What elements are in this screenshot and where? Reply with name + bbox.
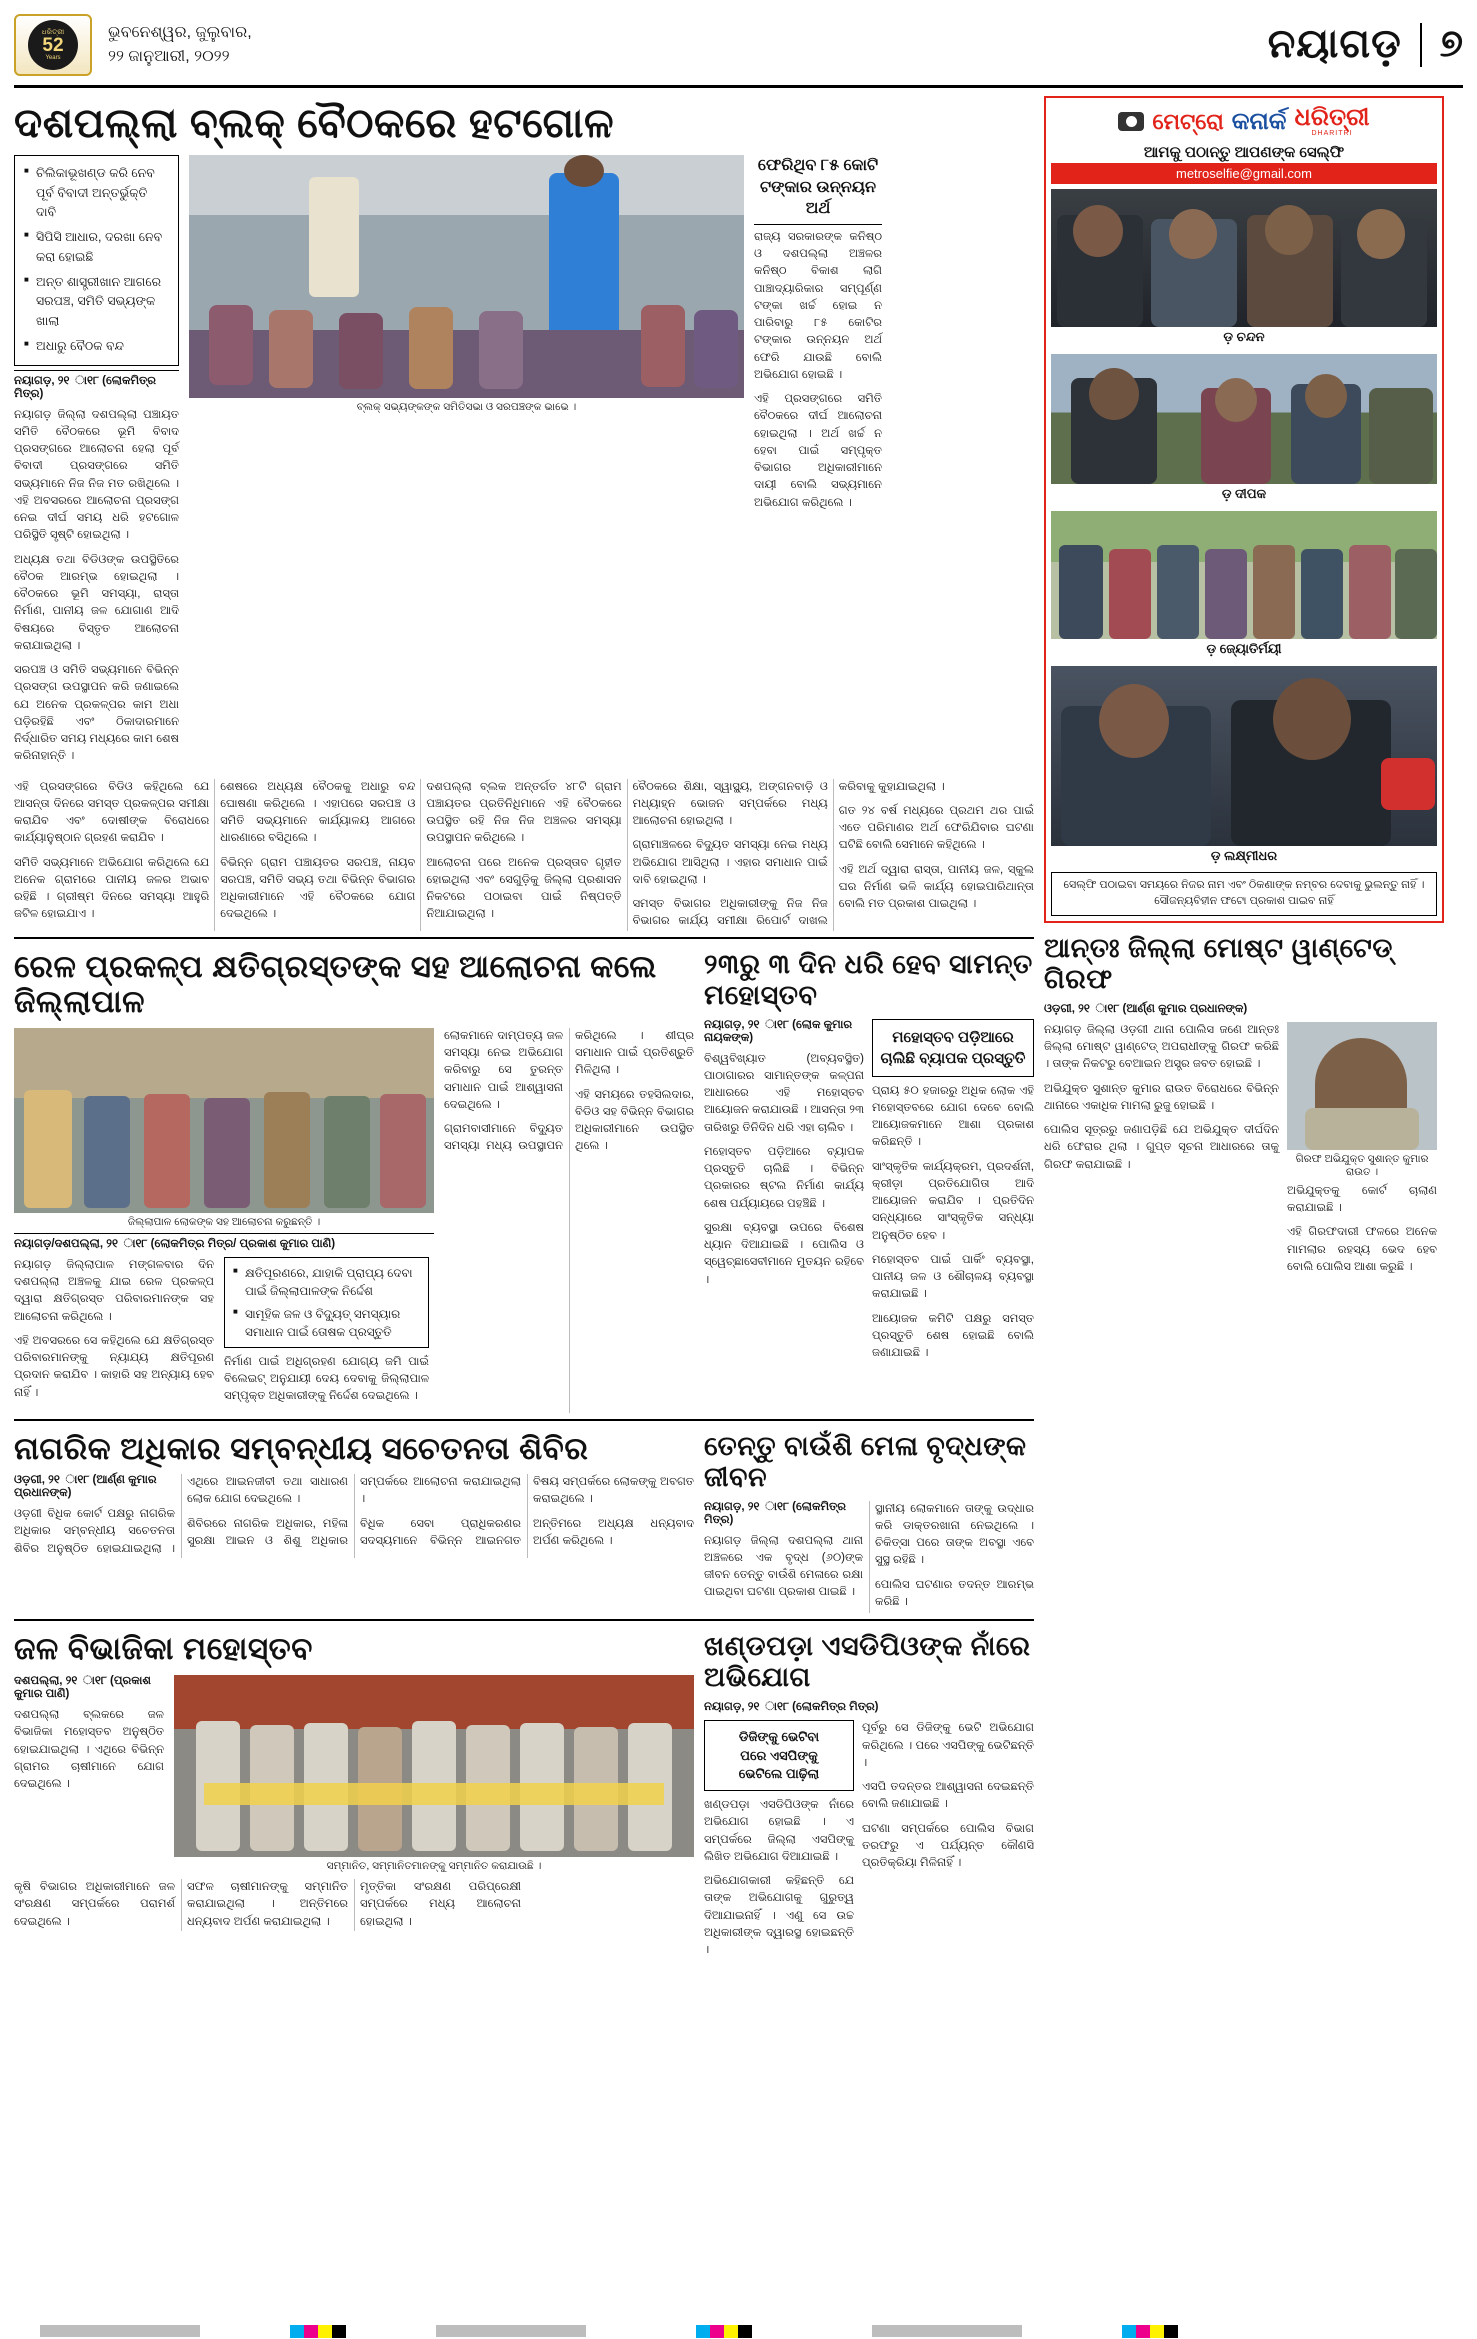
- lead-dateline: ନୟାଗଡ଼, ୨୧ ା୧୮ (ଲୋକମିତ୍ର ମିତ୍ର): [14, 374, 156, 400]
- lead-para-1: ଅଧ୍ୟକ୍ଷ ତଥା ବିଡିଓଙ୍କ ଉପସ୍ଥିତିରେ ବୈଠକ ଆରମ୍ଭ ହୋଇଥିଲା । ବୈଠକରେ ଭୂମି ସମସ୍ୟା, ରାସ୍ତା ନିର୍ମାଣ, ପାନୀୟ ଜଳ ଯୋଗାଣ ଆଦି ବିଷୟରେ ବିସ୍ତୃତ ଆଲୋଚନା କରାଯାଇଥିଲା ।: [14, 553, 179, 652]
- lead-para-8: ଆଲୋଚନା ପରେ ଅନେକ ପ୍ରସ୍ତାବ ଗୃହୀତ ହୋଇଥିଲା ଏବଂ ସେଗୁଡ଼ିକୁ ଜିଲ୍ଲା ପ୍ରଶାସନ ନିକଟରେ ପଠାଇବା ପାଇଁ ନିଷ୍ପତ୍ତି ନିଆଯାଇଥିଲା ।: [426, 856, 622, 921]
- ad-tagline: ଆମକୁ ପଠାନ୍ତୁ ଆପଣଙ୍କ ସେଲ୍ଫି: [1143, 144, 1345, 161]
- ad-brand-dharitri-sub: DHARITRI: [1311, 130, 1353, 137]
- story3-subbox: [872, 1019, 1034, 1077]
- story7-para-4: ଘଟଣା ସମ୍ପର୍କରେ ପୋଲିସ ବିଭାଗ ତରଫରୁ ଏ ପର୍ଯ୍ୟନ୍ତ କୌଣସି ପ୍ରତିକ୍ରିୟା ମିଳିନାହିଁ ।: [862, 1822, 1034, 1870]
- story2-box-item-0: ■ କ୍ଷତିପୂରଣରେ, ଯାହାକି ପ୍ରାପ୍ୟ ଦେବା ପାଇଁ ଜିଲ୍ଲାପାଳଙ୍କ ନିର୍ଦ୍ଦେଶ: [233, 1264, 420, 1300]
- story4-dateline: ଓଡ଼ଗୀ, ୨୧ ା୧୮ (ଆର୍ଣ୍ଣ କୁମାର ପ୍ରଧାନଙ୍କ): [14, 1474, 157, 1500]
- lead-photo-caption: ବ୍ଲକ୍ ସଭ୍ୟଙ୍କଙ୍କ ସମିତିସଭା ଓ ସରପଞ୍ଚଙ୍କ ଭାଭେ ।: [356, 401, 577, 414]
- lead-sidebar-head-1: ଫେରିଥିବ ୮୫ କୋଟି: [757, 157, 879, 175]
- story3-headline: ୨୩ରୁ ୩ ଦିନ ଧରି ହେବ ସାମନ୍ତ ମହୋସ୍ତବ: [704, 948, 1033, 1010]
- lead-bullet-box: [14, 155, 179, 365]
- masthead: [14, 10, 1463, 88]
- story6-para-2: ସଫଳ ଚାଷୀମାନଙ୍କୁ ସମ୍ମାନିତ କରାଯାଇଥିଲା । ଅନ୍ତିମରେ ଧନ୍ୟବାଦ ଅର୍ପଣ କରାଯାଇଥିଲା ।: [187, 1881, 348, 1928]
- story8-headline: ଆନ୍ତଃ ଜିଲ୍ଲା ମୋଷ୍ଟ ୱାଣ୍ଟେଡ୍ ଗିରଫ: [1044, 932, 1393, 994]
- ad-brand-row: [1051, 103, 1437, 140]
- lead-para-4: ସମିତି ସଭ୍ୟମାନେ ଅଭିଯୋଗ କରିଥିଲେ ଯେ ଅନେକ ଗ୍ରାମରେ ପାନୀୟ ଜଳର ଅଭାବ ରହିଛି । ଗ୍ରୀଷ୍ମ ଦିନରେ ସମସ୍ୟା ଆହୁରି ଜଟିଳ ହୋଇଯାଏ ।: [14, 856, 210, 921]
- camera-icon: [1118, 112, 1144, 131]
- selfie-photo-3: [1051, 511, 1437, 661]
- story2-box: [224, 1257, 429, 1348]
- selfie-caption-4: ଡ଼ ଲକ୍ଷ୍ମୀଧର: [1210, 848, 1278, 863]
- ad-brand-metro: ମେଟ୍ରୋ: [1152, 108, 1224, 134]
- story7-subbox-line2: ପରେ ଏସପିଙ୍କୁ: [740, 1747, 818, 1763]
- story2-dateline: ନୟାଗଡ଼/ଦଶପଲ୍ଲା, ୨୧ ା୧୮ (ଲୋକମିତ୍ର ମିତ୍ର/ ପ୍ରକାଶ କୁମାର ପାଣି): [14, 1237, 336, 1250]
- story7-para-3: ଏସପି ତଦନ୍ତର ଆଶ୍ୱାସନା ଦେଇଛନ୍ତି ବୋଲି ଜଣାଯାଇଛି ।: [862, 1781, 1034, 1811]
- story5-para-0: ନୟାଗଡ଼ ଜିଲ୍ଲା ଦଶପଲ୍ଲା ଥାନା ଅଞ୍ଚଳରେ ଏକ ବୃଦ୍ଧ (୬୦)ଙ୍କ ଜୀବନ ତେନ୍ତୁ ବାଉଁଶି ମେଳାରେ ରକ୍ଷା ପାଇଥିବା ଘଟଣା ପ୍ରକାଶ ପାଇଛି ।: [704, 1534, 863, 1599]
- story2-headline: ରେଳ ପ୍ରକଳ୍ପ କ୍ଷତିଗ୍ରସ୍ତଙ୍କ ସହ ଆଲୋଚନା କଲେ ଜିଲ୍ଲାପାଳ: [14, 948, 657, 1020]
- lead-bullet-1: ■ ସିପିସି ଆଧାର, ଦରଖା ନେବ କରା ହୋଇଛି: [24, 228, 169, 267]
- selfie-caption-2: ଡ଼ ଦୀପକ: [1221, 486, 1267, 501]
- story3-para-5: ମହୋସ୍ତବ ପାଇଁ ପାର୍କିଂ ବ୍ୟବସ୍ଥା, ପାନୀୟ ଜଳ ଓ ଶୌଚାଳୟ ବ୍ୟବସ୍ଥା କରାଯାଇଛି ।: [872, 1253, 1034, 1301]
- story8-dateline: ଓଡ଼ଗୀ, ୨୧ ା୧୮ (ଆର୍ଣ୍ଣ କୁମାର ପ୍ରଧାନଙ୍କ): [1044, 1002, 1248, 1015]
- masthead-place: [108, 21, 252, 69]
- lead-sidebar-para-3: ଏହି ଅର୍ଥ ଦ୍ୱାରା ରାସ୍ତା, ପାନୀୟ ଜଳ, ସ୍କୁଲ ଘର ନିର୍ମାଣ ଭଳି କାର୍ଯ୍ୟ ହୋଇପାରିଥାନ୍ତା ବୋଲି ମତ ପ୍ରକାଶ ପାଇଥିଲା ।: [838, 863, 1034, 911]
- lead-para-3: ଏହି ପ୍ରସଙ୍ଗରେ ବିଡିଓ କହିଥିଲେ ଯେ ଆସନ୍ତା ଦିନରେ ସମସ୍ତ ପ୍ରକଳ୍ପର ସମୀକ୍ଷା କରାଯିବ ଏବଂ ଦୋଷୀଙ୍କ ବିରୋଧରେ କାର୍ଯ୍ୟାନୁଷ୍ଠାନ ଗ୍ରହଣ କରାଯିବ ।: [14, 780, 210, 845]
- story6-photo-caption: ସମ୍ମାନିତ, ସମ୍ମାନିତମାନଙ୍କୁ ସମ୍ମାନିତ କରାଯାଉଛି ।: [326, 1860, 542, 1873]
- story4-para-1: ଶିବିରରେ ନାଗରିକ ଅଧିକାର, ମହିଳା ସୁରକ୍ଷା ଆଇନ ଓ ଶିଶୁ ଅଧିକାର ସମ୍ପର୍କରେ ଆଲୋଚନା କରାଯାଇଥିଲା ।: [187, 1476, 521, 1547]
- story8-para-3: ଅଭିଯୁକ୍ତକୁ କୋର୍ଟ ଚାଲାଣ କରାଯାଇଛି ।: [1287, 1184, 1437, 1215]
- lead-sidebar-para-1: ଏହି ପ୍ରସଙ୍ଗରେ ସମିତି ବୈଠକରେ ଦୀର୍ଘ ଆଲୋଚନା ହୋଇଥିଲା । ଅର୍ଥ ଖର୍ଚ୍ଚ ନ ହେବା ପାଇଁ ସମ୍ପୃକ୍ତ ବିଭାଗର ଅଧିକାରୀମାନେ ଦାୟୀ ବୋଲି ସଭ୍ୟମାନେ ଅଭିଯୋଗ କରିଥିଲେ ।: [754, 393, 882, 509]
- lead-para-0: ନୟାଗଡ଼ ଜିଲ୍ଲା ଦଶପଲ୍ଲା ପଞ୍ଚାୟତ ସମିତି ବୈଠକରେ ଭୂମି ବିବାଦ ପ୍ରସଙ୍ଗରେ ଆଲୋଚନା ହେଲା ପୂର୍ବ ବିବାଦୀ ପ୍ରସଙ୍ଗରେ ସମିତି ସଭ୍ୟମାନେ ନିଜ ନିଜ ମତ ରଖିଥିଲେ । ଏହି ଅବସରରେ ଆଲୋଚନା ପ୍ରସଙ୍ଗ ନେଇ ଦୀର୍ଘ ସମୟ ଧରି ହଟଗୋଳ ପରିସ୍ଥିତି ସୃଷ୍ଟି ହୋଇଥିଲା ।: [14, 408, 179, 542]
- story7-para-0: ଖଣ୍ଡପଡ଼ା ଏସଡିପିଓଙ୍କ ନାଁରେ ଅଭିଯୋଗ ହୋଇଛି । ଏ ସମ୍ପର୍କରେ ଜିଲ୍ଲା ଏସପିଙ୍କୁ ଲିଖିତ ଅଭିଯୋଗ ଦିଆଯାଇଛି ।: [704, 1799, 854, 1863]
- logo-years-label: Years: [45, 54, 61, 61]
- publication-logo: [14, 14, 92, 76]
- story2-para-4: ଗ୍ରାମବାସୀମାନେ ବିଦ୍ୟୁତ ସମସ୍ୟା ମଧ୍ୟ ଉପସ୍ଥାପନ କରିଥିଲେ । ଶୀଘ୍ର ସମାଧାନ ପାଇଁ ପ୍ରତିଶ୍ରୁତି ମିଳିଥିଲା ।: [444, 1029, 694, 1153]
- story8-photo: [1287, 1022, 1437, 1150]
- story5-para-2: ପୋଲିସ ଘଟଣାର ତଦନ୍ତ ଆରମ୍ଭ କରିଛି ।: [875, 1578, 1034, 1608]
- lead-para-11: ସମସ୍ତ ବିଭାଗର ଅଧିକାରୀଙ୍କୁ ନିଜ ନିଜ ବିଭାଗର କାର୍ଯ୍ୟ ସମୀକ୍ଷା ରିପୋର୍ଟ ଦାଖଲ କରିବାକୁ କୁହାଯାଇଥିଲା ।: [632, 780, 945, 928]
- masthead-right: [1268, 22, 1463, 67]
- story3-dateline: ନୟାଗଡ଼, ୨୧ ା୧୮ (ଲୋକ କୁମାର ନାୟକଙ୍କ): [704, 1018, 853, 1044]
- lead-photo: [189, 155, 744, 398]
- story8-para-2: ପୋଲିସ ସୂତ୍ରରୁ ଜଣାପଡ଼ିଛି ଯେ ଅଭିଯୁକ୍ତ ଦୀର୍ଘଦିନ ଧରି ଫେରାର ଥିଲା । ଗୁପ୍ତ ସୂଚନା ଆଧାରରେ ତାକୁ ଗିରଫ କରାଯାଇଛି ।: [1044, 1124, 1279, 1171]
- story2-box-item-1: ■ ସାମୂହିକ ଜଳ ଓ ବିଦ୍ୟୁତ୍ ସମସ୍ୟାର ସମାଧାନ ପାଇଁ ତୋଷକ ପ୍ରସ୍ତୁତି: [233, 1305, 420, 1341]
- story8-photo-caption: ଗିରଫ ଅଭିଯୁକ୍ତ ସୁଶାନ୍ତ କୁମାର ରାଉତ ।: [1295, 1152, 1429, 1178]
- story5-dateline: ନୟାଗଡ଼, ୨୧ ା୧୮ (ଲୋକମିତ୍ର ମିତ୍ର): [704, 1500, 846, 1526]
- ad-brand-dharitri: ଧରିତ୍ରୀ: [1294, 104, 1370, 131]
- story6-para-3: ମୃତ୍ତିକା ସଂରକ୍ଷଣ ପରିପ୍ରେକ୍ଷୀ ସମ୍ପର୍କରେ ମଧ୍ୟ ଆଲୋଚନା ହୋଇଥିଲା ।: [360, 1881, 521, 1928]
- story8-para-1: ଅଭିଯୁକ୍ତ ସୁଶାନ୍ତ କୁମାର ରାଉତ ବିରୋଧରେ ବିଭିନ୍ନ ଥାନାରେ ଏକାଧିକ ମାମଲା ରୁଜୁ ହୋଇଛି ।: [1044, 1082, 1279, 1112]
- story6-photo: [174, 1675, 694, 1857]
- section-title: ନୟାଗଡ଼: [1267, 22, 1402, 66]
- story2-para-3: ଲୋକମାନେ ଦାମ୍ପତ୍ୟ ଜଳ ସମସ୍ୟା ନେଇ ଅଭିଯୋଗ କରିବାରୁ ସେ ତୁରନ୍ତ ସମାଧାନ ପାଇଁ ଆଶ୍ୱାସନା ଦେଇଥିଲେ ।: [444, 1029, 563, 1111]
- selfie-caption-3: ଡ଼ ଜ୍ୟୋତିର୍ମୟୀ: [1206, 641, 1282, 656]
- ad-brand-konark: କନାର୍କ: [1231, 107, 1287, 135]
- page-number: ୭: [1439, 23, 1463, 65]
- lead-sidebar-head-2: ଟଙ୍କାର ଉନ୍ନୟନ ଅର୍ଥ: [760, 178, 876, 218]
- lead-sidebar-para-0: ରାଜ୍ୟ ସରକାରଙ୍କ କନିଷ୍ଠ ଓ ଦଶପଲ୍ଲା ଅଞ୍ଚଳର କନିଷ୍ଠ ବିକାଶ ଲାଗି ପାଞ୍ଚାଦ୍ୟାରିକାର ସମ୍ପୂର୍ଣ୍ଣ ଟଙ୍କା ଖର୍ଚ୍ଚ ହୋଇ ନ ପାରିବାରୁ ୮୫ କୋଟିର ଟଙ୍କାର ଉନ୍ନୟନ ଅର୍ଥ ଫେରି ଯାଉଛି ବୋଲି ଅଭିଯୋଗ ହୋଇଛି ।: [754, 230, 882, 381]
- lead-para-6: ବିଭିନ୍ନ ଗ୍ରାମ ପଞ୍ଚାୟତର ସରପଞ୍ଚ, ନାୟବ ସରପଞ୍ଚ, ସମିତି ସଭ୍ୟ ତଥା ବିଭିନ୍ନ ବିଭାଗର ଅଧିକାରୀମାନେ ଏହି ବୈଠକରେ ଯୋଗ ଦେଇଥିଲେ ।: [220, 856, 416, 921]
- story7-para-2: ପୂର୍ବରୁ ସେ ଡିଜିଙ୍କୁ ଭେଟି ଅଭିଯୋଗ କରିଥିଲେ । ପରେ ଏସପିଙ୍କୁ ଭେଟିଛନ୍ତି ।: [862, 1722, 1034, 1769]
- story3-para-0: ବିଶ୍ୱବିଖ୍ୟାତ (ଅବ୍ୟବସ୍ଥିତ) ପାଠାଗାରର ସାମାନ୍ତଙ୍କ କଳ୍ପନା ଆଧାରରେ ଏହି ମହୋସ୍ତବ ଆୟୋଜନ କରାଯାଉଛି । ଆସନ୍ତା ୨୩ ତାରିଖରୁ ତିନିଦିନ ଧରି ଏହା ଚାଲିବ ।: [704, 1052, 864, 1134]
- logo-years: 52: [42, 34, 64, 56]
- story3-subbox-line2: ଚାଲିଛି ବ୍ୟାପକ ପ୍ରସ୍ତୁତି: [880, 1049, 1026, 1067]
- lead-para-9: ବୈଠକରେ ଶିକ୍ଷା, ସ୍ୱାସ୍ଥ୍ୟ, ଅଙ୍ଗନବାଡ଼ି ଓ ମଧ୍ୟାହ୍ନ ଭୋଜନ ସମ୍ପର୍କରେ ମଧ୍ୟ ଆଲୋଚନା ହୋଇଥିଲା ।: [632, 780, 828, 828]
- story7-subbox: [704, 1720, 854, 1791]
- story2-photo-caption: ଜିଲ୍ଲାପାଳ ଲୋକଙ୍କ ସହ ଆଲୋଚନା କରୁଛନ୍ତି ।: [127, 1215, 321, 1228]
- selfie-photo-2: [1051, 354, 1437, 506]
- story8-para-0: ନୟାଗଡ଼ ଜିଲ୍ଲା ଓଡ଼ଗୀ ଥାନା ପୋଲିସ ଜଣେ ଆନ୍ତଃ ଜିଲ୍ଲା ମୋଷ୍ଟ ୱାଣ୍ଟେଡ୍ ଅପରାଧୀଙ୍କୁ ଗିରଫ କରିଛି । ତାଙ୍କ ନିକଟରୁ ବେଆଇନ ଅସ୍ତ୍ର ଜବତ ହୋଇଛି ।: [1044, 1023, 1279, 1071]
- story2-para-2: ନିର୍ମାଣ ପାଇଁ ଅଧିଗ୍ରହଣ ଯୋଗ୍ୟ ଜମି ପାଇଁ ବିଲେଇଟ୍ ଅନୁଯାୟୀ ଦେୟ ଦେବାକୁ ଜିଲ୍ଲାପାଳ ସମ୍ପୃକ୍ତ ଅଧିକାରୀଙ୍କୁ ନିର୍ଦ୍ଦେଶ ଦେଇଥିଲେ ।: [224, 1355, 429, 1403]
- story7-headline: ଖଣ୍ଡପଡ଼ା ଏସଡିପିଓଙ୍କ ନାଁରେ ଅଭିଯୋଗ: [704, 1631, 1031, 1693]
- story3-para-3: ସାଂସ୍କୃତିକ କାର୍ଯ୍ୟକ୍ରମ, ପ୍ରଦର୍ଶନୀ, କ୍ରୀଡ଼ା ପ୍ରତିଯୋଗିତା ଆଦି ଆୟୋଜନ କରାଯିବ । ପ୍ରତିଦିନ ସନ୍ଧ୍ୟାରେ ସାଂସ୍କୃତିକ ସନ୍ଧ୍ୟା ଅନୁଷ୍ଠିତ ହେବ ।: [872, 1160, 1034, 1242]
- lead-bullet-2: ■ ଅନ୍ତ ଶାସ୍ତ୍ରୀଖାନ ଆଗରେ ସରପଞ୍ଚ, ସମିତି ସଭ୍ୟଙ୍କ ଖାଲା: [24, 273, 169, 331]
- story3-subbox-line1: ମହୋସ୍ତବ ପଡ଼ିଆରେ: [892, 1028, 1014, 1046]
- story7-para-1: ଅଭିଯୋଗକାରୀ କହିଛନ୍ତି ଯେ ତାଙ୍କ ଅଭିଯୋଗକୁ ଗୁରୁତ୍ୱ ଦିଆଯାଇନାହିଁ । ଏଣୁ ସେ ଉଚ୍ଚ ଅଧିକାରୀଙ୍କ ଦ୍ୱାରସ୍ଥ ହୋଇଛନ୍ତି ।: [704, 1875, 854, 1957]
- ad-email[interactable]: metroselfie@gmail.com: [1051, 163, 1437, 184]
- selfie-photo-1: [1051, 189, 1437, 349]
- masthead-place-line1: ଭୁବନେଶ୍ୱର, ଜୁଲୁବାର,: [108, 23, 252, 41]
- story2-para-1: ଏହି ଅବସରରେ ସେ କହିଥିଲେ ଯେ କ୍ଷତିଗ୍ରସ୍ତ ପରିବାରମାନଙ୍କୁ ନ୍ୟାଯ୍ୟ କ୍ଷତିପୂରଣ ପ୍ରଦାନ କରାଯିବ । କାହାରି ସହ ଅନ୍ୟାୟ ହେବ ନାହିଁ ।: [14, 1334, 214, 1399]
- story4-para-2: ବିଧିକ ସେବା ପ୍ରାଧିକରଣର ସଦସ୍ୟମାନେ ବିଭିନ୍ନ ଆଇନଗତ ବିଷୟ ସମ୍ପର୍କରେ ଲୋକଙ୍କୁ ଅବଗତ କରାଇଥିଲେ ।: [360, 1476, 694, 1547]
- story6-dateline: ଦଶପଲ୍ଲା, ୨୧ ା୧୮ (ପ୍ରକାଶ କୁମାର ପାଣି): [14, 1675, 151, 1701]
- masthead-divider: [1420, 23, 1422, 67]
- story2-para-5: ଏହି ସମୟରେ ତହସିଲଦାର, ବିଡିଓ ସହ ବିଭିନ୍ନ ବିଭାଗର ଅଧିକାରୀମାନେ ଉପସ୍ଥିତ ଥିଲେ ।: [575, 1088, 694, 1153]
- story6-headline: ଜଳ ବିଭାଜିକା ମହୋସ୍ତବ: [14, 1631, 313, 1667]
- lead-continuation: [14, 779, 1034, 931]
- story4-para-0: ଓଡ଼ଗୀ ବିଧିକ କୋର୍ଟ ପକ୍ଷରୁ ନାଗରିକ ଅଧିକାର ସମ୍ବନ୍ଧୀୟ ସଚେତନତା ଶିବିର ଅନୁଷ୍ଠିତ ହୋଇଯାଇଥିଲା । ଏଥିରେ ଆଇନଜୀବୀ ତଥା ସାଧାରଣ ଲୋକ ଯୋଗ ଦେଇଥିଲେ ।: [14, 1476, 348, 1555]
- print-registration-bar: [0, 2323, 1477, 2339]
- story6-para-1: କୃଷି ବିଭାଗର ଅଧିକାରୀମାନେ ଜଳ ସଂରକ୍ଷଣ ସମ୍ପର୍କରେ ପରାମର୍ଶ ଦେଇଥିଲେ ।: [14, 1881, 175, 1928]
- masthead-date: ୨୨ ଜାନୁଆରୀ, ୨୦୨୨: [108, 47, 230, 65]
- story2-para-0: ନୟାଗଡ଼ ଜିଲ୍ଲାପାଳ ମଙ୍ଗଳବାର ଦିନ ଦଶପଲ୍ଲା ଅଞ୍ଚଳକୁ ଯାଇ ରେଳ ପ୍ରକଳ୍ପ ଦ୍ୱାରା କ୍ଷତିଗ୍ରସ୍ତ ପରିବାରମାନଙ୍କ ସହ ଆଲୋଚନା କରିଥିଲେ ।: [14, 1258, 214, 1323]
- story3-para-1: ମହୋସ୍ତବ ପଡ଼ିଆରେ ବ୍ୟାପକ ପ୍ରସ୍ତୁତି ଚାଲିଛି । ବିଭିନ୍ନ ପ୍ରକାରର ଷ୍ଟଲ ନିର୍ମାଣ କାର୍ଯ୍ୟ ଶେଷ ପର୍ଯ୍ୟାୟରେ ପହଞ୍ଚିଛି ।: [704, 1145, 864, 1210]
- selfie-photo-4: [1051, 666, 1437, 868]
- story7-subbox-line1: ଡିଜିଙ୍କୁ ଭେଟିବା: [738, 1729, 820, 1745]
- logo-top-text: ଧରିତ୍ରୀ: [41, 28, 65, 36]
- lead-para-10: ଗ୍ରାମାଞ୍ଚଳରେ ବିଦ୍ୟୁତ ସମସ୍ୟା ନେଇ ମଧ୍ୟ ଅଭିଯୋଗ ଆସିଥିଲା । ଏହାର ସମାଧାନ ପାଇଁ ଦାବି ହୋଇଥିଲା ।: [632, 839, 828, 886]
- story3-para-6: ଆୟୋଜକ କମିଟି ପକ୍ଷରୁ ସମସ୍ତ ପ୍ରସ୍ତୁତି ଶେଷ ହୋଇଛି ବୋଲି ଜଣାଯାଇଛି ।: [872, 1312, 1034, 1360]
- ad-footer-note: ସେଲ୍ଫି ପଠାଇବା ସମୟରେ ନିଜର ନାମ ଏବଂ ଠିକଣାଙ୍କ ନମ୍ବର ଦେବାକୁ ଭୁଲନ୍ତୁ ନାହିଁ । ସୌଜନ୍ୟବିହୀନ ଫଟୋ ପ୍ରକାଶ ପାଇବ ନାହିଁ: [1051, 872, 1437, 916]
- story7-dateline: ନୟାଗଡ଼, ୨୧ ା୧୮ (ଲୋକମିତ୍ର ମିତ୍ର): [704, 1701, 879, 1714]
- story4-para-3: ଅନ୍ତିମରେ ଅଧ୍ୟକ୍ଷ ଧନ୍ୟବାଦ ଅର୍ପଣ କରିଥିଲେ ।: [533, 1517, 694, 1547]
- selfie-caption-1: ଡ଼ ଚନ୍ଦନ: [1223, 329, 1265, 344]
- lead-bullet-0: ■ ଚିଲିକାଭୂଖଣ୍ଡ କରି ନେବ ପୂର୍ବ ବିବାଦୀ ଅନ୍ତର୍ଭୁକ୍ତି ଦାବି: [24, 164, 169, 222]
- story6-para-0: ଦଶପଲ୍ଲା ବ୍ଲକରେ ଜଳ ବିଭାଜିକା ମହୋସ୍ତବ ଅନୁଷ୍ଠିତ ହୋଇଯାଇଥିଲା । ଏଥିରେ ବିଭିନ୍ନ ଗ୍ରାମର ଚାଷୀମାନେ ଯୋଗ ଦେଇଥିଲେ ।: [14, 1709, 164, 1791]
- story3-para-4: ସୁରକ୍ଷା ବ୍ୟବସ୍ଥା ଉପରେ ବିଶେଷ ଧ୍ୟାନ ଦିଆଯାଇଛି । ପୋଲିସ ଓ ସ୍ୱେଚ୍ଛାସେବୀମାନେ ମୁତୟନ ରହିବେ ।: [704, 1221, 864, 1286]
- selfie-ad: [1044, 96, 1444, 923]
- lead-headline: ଦଶପଲ୍ଲା ବ୍ଲକ୍ ବୈଠକରେ ହଟଗୋଳ: [14, 100, 615, 146]
- story5-headline: ତେନ୍ତୁ ବାଉଁଶି ମେଳା ବୃଦ୍ଧଙ୍କ ଜୀବନ: [704, 1430, 1027, 1492]
- story3-para-2: ପ୍ରାୟ ୫୦ ହଜାରରୁ ଅଧିକ ଲୋକ ଏହି ମହୋସ୍ତବରେ ଯୋଗ ଦେବେ ବୋଲି ଆୟୋଜକମାନେ ଆଶା ପ୍ରକାଶ କରିଛନ୍ତି ।: [872, 1084, 1034, 1149]
- story5-para-1: ସ୍ଥାନୀୟ ଲୋକମାନେ ତାଙ୍କୁ ଉଦ୍ଧାର କରି ଡାକ୍ତରଖାନା ନେଇଥିଲେ । ଚିକିତ୍ସା ପରେ ତାଙ୍କ ଅବସ୍ଥା ଏବେ ସୁସ୍ଥ ରହିଛି ।: [875, 1502, 1034, 1567]
- lead-para-7: ଦଶପଲ୍ଲା ବ୍ଲକ ଅନ୍ତର୍ଗତ ୪୮ଟି ଗ୍ରାମ ପଞ୍ଚାୟତର ପ୍ରତିନିଧିମାନେ ଏହି ବୈଠକରେ ଉପସ୍ଥିତ ରହି ନିଜ ନିଜ ଅଞ୍ଚଳର ସମସ୍ୟା ଉପସ୍ଥାପନ କରିଥିଲେ ।: [426, 780, 622, 845]
- story7-subbox-line3: ଭେଟିଲେ ପାଢ଼ିଲା: [738, 1765, 820, 1781]
- lead-bullet-3: ■ ଅଧାରୁ ବୈଠକ ବନ୍ଦ: [24, 337, 169, 356]
- lead-sidebar-para-2: ଗତ ୨୪ ବର୍ଷ ମଧ୍ୟରେ ପ୍ରଥମ ଥର ପାଇଁ ଏତେ ପରିମାଣର ଅର୍ଥ ଫେରିଯିବାର ଘଟଣା ଘଟିଛି ବୋଲି ସେମାନେ କହିଥିଲେ ।: [838, 804, 1034, 852]
- lead-para-2: ସରପଞ୍ଚ ଓ ସମିତି ସଭ୍ୟମାନେ ବିଭିନ୍ନ ପ୍ରସଙ୍ଗ ଉପସ୍ଥାପନ କରି ଜଣାଇଲେ ଯେ ଅନେକ ପ୍ରକଳ୍ପର କାମ ଅଧା ପଡ଼ିରହିଛି ଏବଂ ଠିକାଦାରମାନେ ନିର୍ଦ୍ଧାରିତ ସମୟ ମଧ୍ୟରେ କାମ ଶେଷ କରିନାହାନ୍ତି ।: [14, 664, 179, 763]
- story2-photo: [14, 1028, 434, 1213]
- story8-para-4: ଏହି ଗିରଫଦାରୀ ଫଳରେ ଅନେକ ମାମଲାର ରହସ୍ୟ ଭେଦ ହେବ ବୋଲି ପୋଲିସ ଆଶା କରୁଛି ।: [1287, 1226, 1437, 1273]
- lead-para-5: ଶେଷରେ ଅଧ୍ୟକ୍ଷ ବୈଠକକୁ ଅଧାରୁ ବନ୍ଦ ଘୋଷଣା କରିଥିଲେ । ଏହାପରେ ସରପଞ୍ଚ ଓ ସମିତି ସଭ୍ୟମାନେ କାର୍ଯ୍ୟାଳୟ ଆଗରେ ଧାରଣାରେ ବସିଥିଲେ ।: [220, 780, 416, 845]
- story4-headline: ନାଗରିକ ଅଧିକାର ସମ୍ବନ୍ଧୀୟ ସଚେତନତା ଶିବିର: [14, 1430, 589, 1466]
